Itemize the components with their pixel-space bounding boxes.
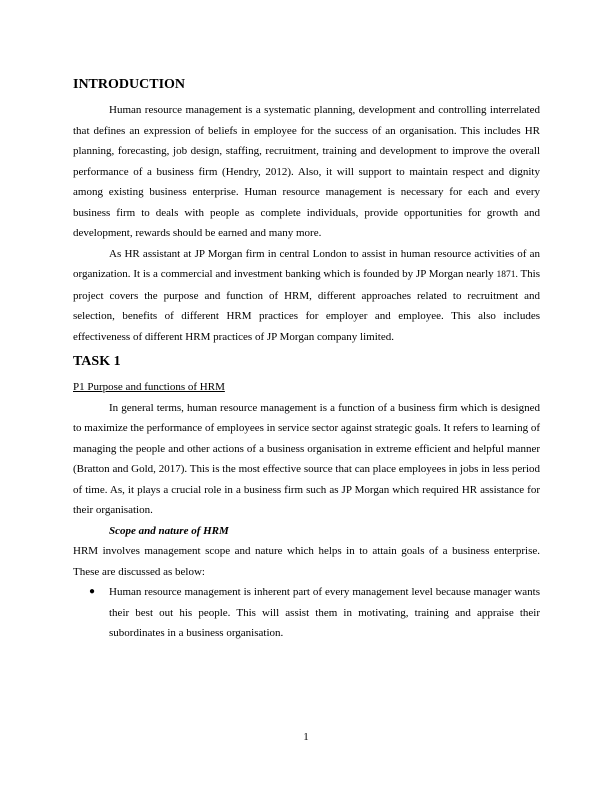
introduction-paragraph-1: Human resource management is a systematic planning, development and controlling interrelated that defines an expression of beliefs in employee for the success of an organisation. This includes HR planning, forecasting, job design, staffing, recruitment, training and development to improve the overall performance of a business firm (Hendry, 2012). Also, it will support to maintain respect and dignity among existing business enterprise. Human resource management is necessary for each and every business firm to deals with people as complete individuals, provide opportunities for growth and development, rewards should be earned and many more.: [73, 104, 540, 239]
scope-bullet-list: [73, 582, 540, 644]
page-number: 1: [303, 731, 309, 743]
scope-paragraph: HRM involves management scope and nature which helps in to attain goals of a business enterprise. These are discussed as below:: [73, 545, 540, 578]
list-item: [73, 582, 540, 644]
task-1-paragraph-1: In general terms, human resource management is a function of a business firm which is designed to maximize the performance of employees in service sector against strategic goals. It refers to learning of managing the people and other actions of a business organisation in extreme efficient and helpful manner (Bratton and Gold, 2017). This is the most effective source that can place employees in jobs in less period of time. As, it plays a crucial role in a business firm such as JP Morgan which required HR assistance for their organisation.: [73, 401, 541, 516]
introduction-paragraph-2: [73, 244, 540, 348]
introduction-paragraph-2-end: This project covers the purpose and function of HRM, different approaches related to recruitment and selection, benefits of different HRM practices for employer and employee. This also includes effectiveness of different HRM practices of JP Morgan company limited.: [73, 268, 541, 343]
list-item-text: Human resource management is inherent part of every management level because manager wants their best out his people. This will assist them in motivating, training and appraise their subordinates in a business organisation.: [109, 586, 540, 639]
page-content: [73, 76, 540, 644]
introduction-heading: INTRODUCTION: [73, 77, 186, 92]
founding-year: 1871.: [496, 270, 518, 280]
task-1-heading: TASK 1: [73, 354, 121, 369]
scope-heading: Scope and nature of HRM: [109, 524, 229, 537]
p1-subheading: P1 Purpose and functions of HRM: [73, 381, 225, 393]
introduction-paragraph-2-start: As HR assistant at JP Morgan firm in central London to assist in human resource activities of an organization. It is a commercial and investment banking which is founded by JP Morgan nearly: [73, 247, 540, 280]
bullet-icon: ●: [89, 586, 96, 597]
